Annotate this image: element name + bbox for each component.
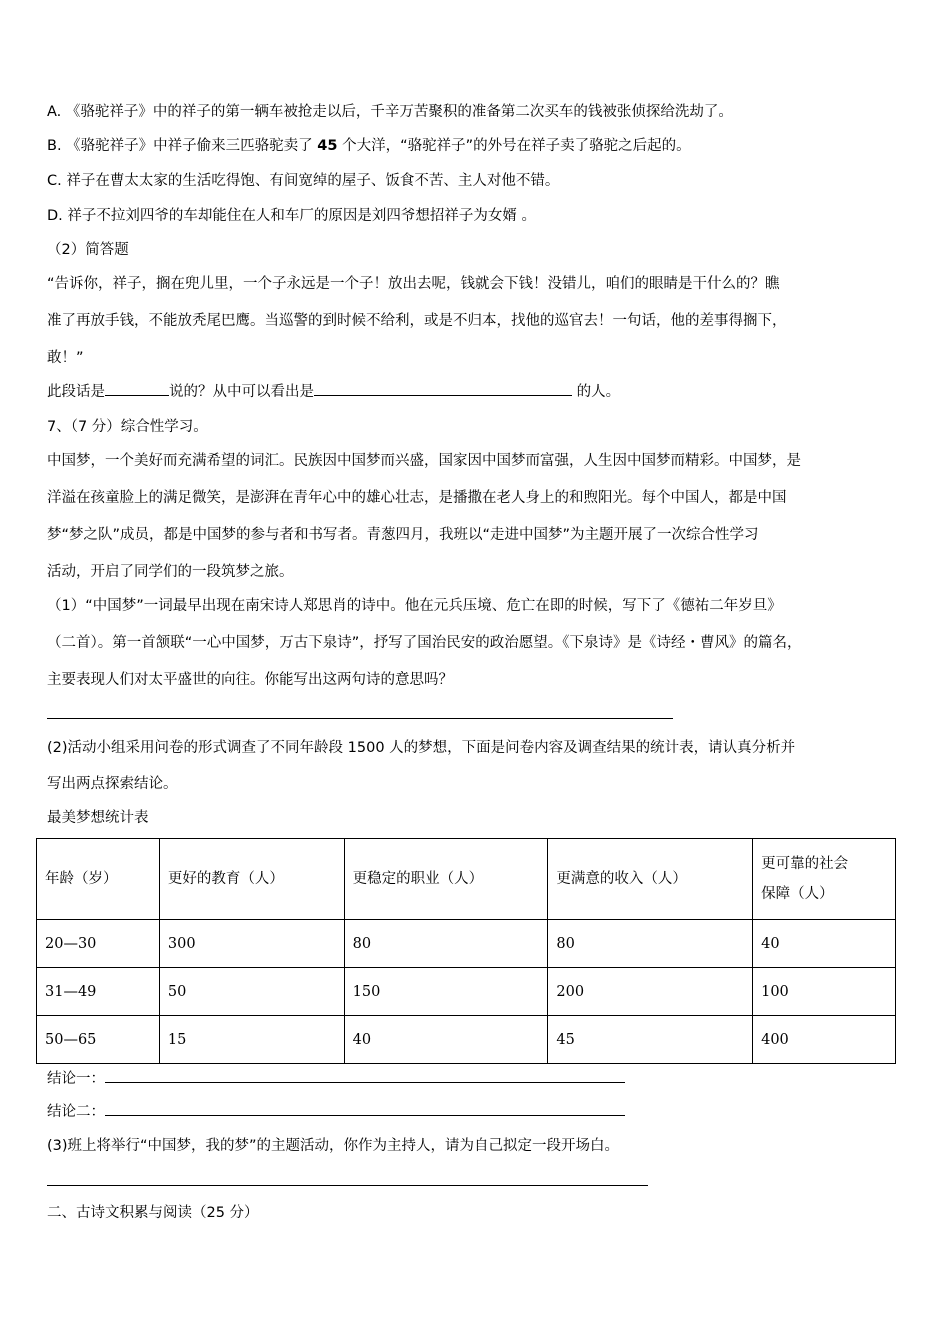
- q7-intro-2: 洋溢在孩童脸上的满足微笑，是澎湃在青年心中的雄心壮志，是播撒在老人身上的和煦阳光。每个中国人，都是中国: [47, 490, 787, 506]
- cell-age: 20—30: [37, 920, 160, 968]
- q7-intro-3: 梦“梦之队”成员，都是中国梦的参与者和书写者。青葱四月，我班以“走进中国梦”为主题开展了一次综合性学习: [47, 527, 759, 543]
- cell-age: 50—65: [37, 1016, 160, 1064]
- prompt-part-b: 说的？从中可以看出是: [169, 384, 314, 400]
- option-d: D. 祥子不拉刘四爷的车却能住在人和车厂的原因是刘四爷想招祥子为女婿 。: [47, 208, 536, 224]
- dream-stats-table: [36, 838, 896, 1064]
- answer-line-3[interactable]: [47, 1185, 648, 1186]
- q7-p1-line-1: （1）“中国梦”一词最早出现在南宋诗人郑思肖的诗中。他在元兵压境、危亡在即的时候，写下了《德祐二年岁旦》: [47, 598, 782, 614]
- option-c: C. 祥子在曹太太家的生活吃得饱、有间宽绰的屋子、饭食不苦、主人对他不错。: [47, 173, 560, 189]
- cell-education: 15: [159, 1016, 344, 1064]
- quote-line-3: 敢！”: [47, 350, 84, 366]
- header-security-line-2: 保障（人）: [761, 886, 834, 902]
- cell-income: 200: [548, 968, 753, 1016]
- table-row: [37, 1016, 896, 1064]
- option-b-pre: B. 《骆驼祥子》中祥子偷来三匹骆驼卖了: [47, 138, 313, 154]
- cell-career: 40: [344, 1016, 548, 1064]
- short-answer-heading: （2）简答题: [47, 242, 129, 258]
- quote-line-2: 准了再放手钱，不能放秃尾巴鹰。当巡警的到时候不给利，或是不归本，找他的巡官去！一句话，他的差事得搁下，: [47, 313, 787, 329]
- q7-p2-line-1: (2)活动小组采用问卷的形式调查了不同年龄段 1500 人的梦想，下面是问卷内容及调查结果的统计表，请认真分析并: [47, 740, 796, 756]
- header-education: 更好的教育（人）: [159, 839, 344, 920]
- conclusion-2-label: 结论二：: [47, 1104, 105, 1120]
- q7-intro-4: 活动，开启了同学们的一段筑梦之旅。: [47, 564, 294, 580]
- table-header-row: [37, 839, 896, 920]
- q7-p2-line-2: 写出两点探索结论。: [47, 776, 178, 792]
- cell-security: 400: [753, 1016, 896, 1064]
- cell-education: 300: [159, 920, 344, 968]
- option-b-num: 45: [317, 138, 338, 154]
- table-row: [37, 968, 896, 1016]
- cell-career: 150: [344, 968, 548, 1016]
- option-a: A. 《骆驼祥子》中的祥子的第一辆车被抢走以后，千辛万苦聚积的准备第二次买车的钱被张侦探给洗劫了。: [47, 104, 733, 120]
- prompt-part-c: 的人。: [576, 384, 621, 400]
- header-security-line-1: 更可靠的社会: [761, 856, 849, 872]
- cell-security: 40: [753, 920, 896, 968]
- header-income: 更满意的收入（人）: [548, 839, 753, 920]
- conclusion-1-label: 结论一：: [47, 1071, 105, 1087]
- header-security: [753, 839, 896, 920]
- cell-income: 80: [548, 920, 753, 968]
- cell-income: 45: [548, 1016, 753, 1064]
- q7-p1-line-3: 主要表现人们对太平盛世的向往。你能写出这两句诗的意思吗？: [47, 672, 453, 688]
- cell-career: 80: [344, 920, 548, 968]
- answer-line-1[interactable]: [47, 718, 673, 719]
- q7-intro-1: 中国梦，一个美好而充满希望的词汇。民族因中国梦而兴盛，国家因中国梦而富强，人生因中国梦而精彩。中国梦，是: [47, 453, 801, 469]
- cell-age: 31—49: [37, 968, 160, 1016]
- q7-heading: 7、（7 分）综合性学习。: [47, 419, 208, 435]
- option-b: [47, 136, 691, 156]
- cell-education: 50: [159, 968, 344, 1016]
- quote-line-1: “告诉你，祥子，搁在兜儿里，一个子永远是一个子！放出去呢，钱就会下钱！没错儿，咱们的眼睛是干什么的？瞧: [47, 276, 780, 292]
- q7-p1-line-2: （二首）。第一首颔联“一心中国梦，万古下泉诗”，抒写了国治民安的政治愿望。《下泉诗》是《诗经・曹风》的篇名，: [47, 635, 802, 651]
- conclusion-1-blank[interactable]: [105, 1068, 625, 1083]
- table-row: [37, 920, 896, 968]
- conclusion-2: [47, 1101, 625, 1122]
- conclusion-2-blank[interactable]: [105, 1101, 625, 1116]
- header-career: 更稳定的职业（人）: [344, 839, 548, 920]
- header-age: 年龄（岁）: [37, 839, 160, 920]
- q7-p3: (3)班上将举行“中国梦，我的梦”的主题活动，你作为主持人，请为自己拟定一段开场白。: [47, 1138, 620, 1154]
- blank-character[interactable]: [314, 381, 572, 396]
- table-title: 最美梦想统计表: [47, 810, 149, 826]
- conclusion-1: [47, 1068, 625, 1089]
- prompt-part-a: 此段话是: [47, 384, 105, 400]
- cell-security: 100: [753, 968, 896, 1016]
- blank-speaker[interactable]: [105, 381, 169, 396]
- option-b-post: 个大洋，“骆驼祥子”的外号在祥子卖了骆驼之后起的。: [342, 138, 691, 154]
- short-answer-prompt: [47, 381, 620, 402]
- section-2-heading: 二、古诗文积累与阅读（25 分）: [47, 1205, 259, 1221]
